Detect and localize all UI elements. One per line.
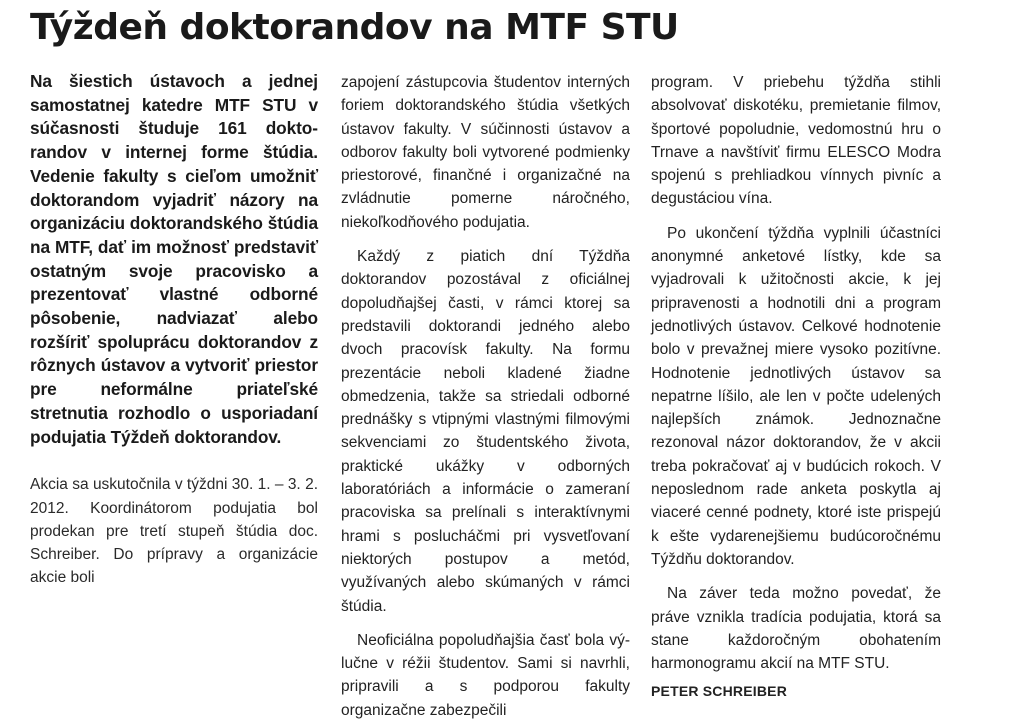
column-1 (30, 70, 318, 590)
column-3 (651, 71, 941, 704)
article-title: Týždeň doktorandov na MTF STU (30, 7, 679, 48)
paragraph-3: Neoficiálna popoludňajšia časť bola výlučne v réžii študentov. Sami si navrhli, pripravili a s podporou fakulty organizačne zabezpečili (341, 631, 630, 719)
paragraph-3-continued: program. V priebehu týždňa stihli absolvovať diskotéku, premietanie filmov, športové popoludnie, vedomostnú hru o Trnave a navštíviť firmu ELESCO Modra spojenú s prehliadkou vínnych pivníc a degustáciou vína. (651, 74, 941, 208)
author-byline: PETER SCHREIBER (651, 683, 788, 700)
paragraph-1: Akcia sa uskutočnila v týždni 30. 1. – 3. 2. 2012. Koordinátorom podujatia bol prodekan pre tretí stupeň štúdia doc. Schreiber. Do prípravy a organizácie akcie boli (30, 476, 318, 587)
article-lead: Na šiestich ústavoch a jednej samostatnej katedre MTF STU v súčasnosti študuje 161 doktorandov v internej forme štúdia. Vedenie fakulty s cieľom umožniť doktorandom vyjadriť názory na organizáciu doktorandského štúdia na MTF, dať im možnosť predstaviť ostatným svoje pracovisko a prezentovať vlastné odborné pôsobenie, nadviazať alebo rozšíriť spoluprácu doktorandov z rôznych ústavov a vytvoriť priestor pre neformálne priateľské stretnutia rozhodlo o usporiadaní podujatia Týždeň doktorandov. (30, 71, 318, 447)
paragraph-2: Každý z piatich dní Týždňa doktorandov pozostával z oficiálnej dopoludňajšej časti, v rámci ktorej sa predstavili doktorandi jedného alebo dvoch pracovísk fakulty. Na formu prezentácie neboli kladené žiadne obmedzenia, takže sa striedali odborné prednášky s vtipnými vlastnými filmovými sekvenciami zo študentského života, praktické ukážky v odborných laboratóriách a informácie o zameraní pracoviska sa prelínali s interaktívnymi hrami s poslucháčmi pri vysvetľovaní niektorých postupov a metód, využívaných alebo skúmaných v rámci štúdia. (341, 248, 630, 615)
column-2 (341, 71, 630, 722)
paragraph-4: Po ukončení týždňa vyplnili účastníci anonymné anketové lístky, kde sa vyjadrovali k užitočnosti akcie, k jej pripravenosti a hodnotili dni a program jednotlivých ústavov. Celkové hodnotenie bolo v prevažnej miere vysoko pozitívne. Hodnotenie jednotlivých ústavov sa nepatrne líšilo, ale len v počte udelených najlepších známok. Jednoznačne rezonoval názor doktorandov, že v akcii treba pokračovať aj v budúcich rokoch. V neposlednom rade anketa poskytla aj viaceré cenné podnety, ktoré iste prispejú k ešte vydarenejšiemu budúcoročnému Týždňu doktorandov. (651, 224, 941, 568)
paragraph-5: Na záver teda možno povedať, že práve vznikla tradícia podujatia, ktorá sa stane každoročným obohatením harmonogramu akcií na MTF STU. (651, 585, 941, 673)
paragraph-1-continued: zapojení zástupcovia študentov interných foriem doktorandského štúdia všetkých ústavov fakulty. V súčinnosti ústavov a odborov fakulty boli vytvorené podmienky priestorové, finančné i organizačné na zvládnutie pomerne náročného, niekoľkodňového podujatia. (341, 74, 630, 231)
